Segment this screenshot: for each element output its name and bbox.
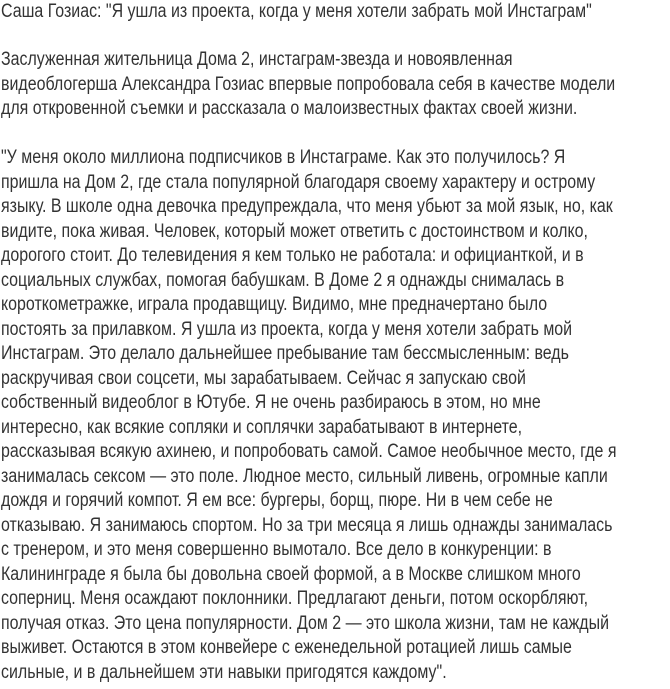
lead-line: видеоблогерша Александра Гозиас впервые попробовала себя в качестве модели: [1, 74, 616, 95]
quote-line: сильные, и в дальнейшем эти навыки пригодятся каждому".: [1, 662, 447, 683]
lead-line: Заслуженная жительница Дома 2, инстаграм-звезда и новоявленная: [1, 49, 513, 70]
quote-line: интересно, как всякие сопляки и соплячки зарабатывают в интернете,: [1, 417, 523, 438]
quote-line: собственный видеоблог в Ютубе. Я не очень разбираюсь в этом, но мне: [1, 392, 541, 413]
quote-line: дорогого стоит. До телевидения я кем только не работала: и официанткой, и в: [1, 245, 584, 266]
quote-line: постоять за прилавком. Я ушла из проекта, когда у меня хотели забрать мой: [1, 319, 573, 340]
quote-line: отказываю. Я занимаюсь спортом. Но за три месяца я лишь однажды занималась: [1, 515, 613, 536]
quote-line: соперниц. Меня осаждают поклонники. Предлагают деньги, потом оскорбляют,: [1, 588, 589, 609]
quote-line: видите, пока живая. Человек, который может ответить с достоинством и колко,: [1, 221, 588, 242]
quote-line: дождя и горячий компот. Я ем все: бургеры, борщ, пюре. Ни в чем себе не: [1, 490, 553, 511]
quote-line: социальных службах, помогая бабушкам. В Доме 2 я однажды снималась в: [1, 270, 565, 291]
quote-line: выживет. Остаются в этом конвейере с еженедельной ротацией лишь самые: [1, 637, 572, 658]
quote-line: пришла на Дом 2, где стала популярной благодаря своему характеру и острому: [1, 172, 596, 193]
quote-line: получая отказ. Это цена популярности. Дом 2 — это школа жизни, там не каждый: [1, 613, 610, 634]
lead-line: для откровенной съемки и рассказала о малоизвестных фактах своей жизни.: [1, 98, 578, 119]
article-title: Саша Гозиас: "Я ушла из проекта, когда у меня хотели забрать мой Инстаграм": [1, 1, 592, 22]
quote-line: занималась сексом — это поле. Людное место, сильный ливень, огромные капли: [1, 466, 608, 487]
quote-line: языку. В школе одна девочка предупреждала, что меня убьют за мой язык, но, как: [1, 196, 613, 217]
quote-line: рассказывая всякую ахинею, и попробовать самой. Самое необычное место, где я: [1, 441, 617, 462]
quote-line: раскручивая свои соцсети, мы зарабатываем. Сейчас я запускаю свой: [1, 368, 526, 389]
quote-line: Инстаграм. Это делало дальнейшее пребывание там бессмысленным: ведь: [1, 343, 569, 364]
quote-line: "У меня около миллиона подписчиков в Инстаграме. Как это получилось? Я: [1, 147, 566, 168]
quote-line: короткометражке, играла продавщицу. Видимо, мне предначертано было: [1, 294, 548, 315]
quote-line: Калининграде я была бы довольна своей формой, а в Москве слишком много: [1, 564, 581, 585]
quote-line: с тренером, и это меня совершенно вымотало. Все дело в конкуренции: в: [1, 539, 552, 560]
